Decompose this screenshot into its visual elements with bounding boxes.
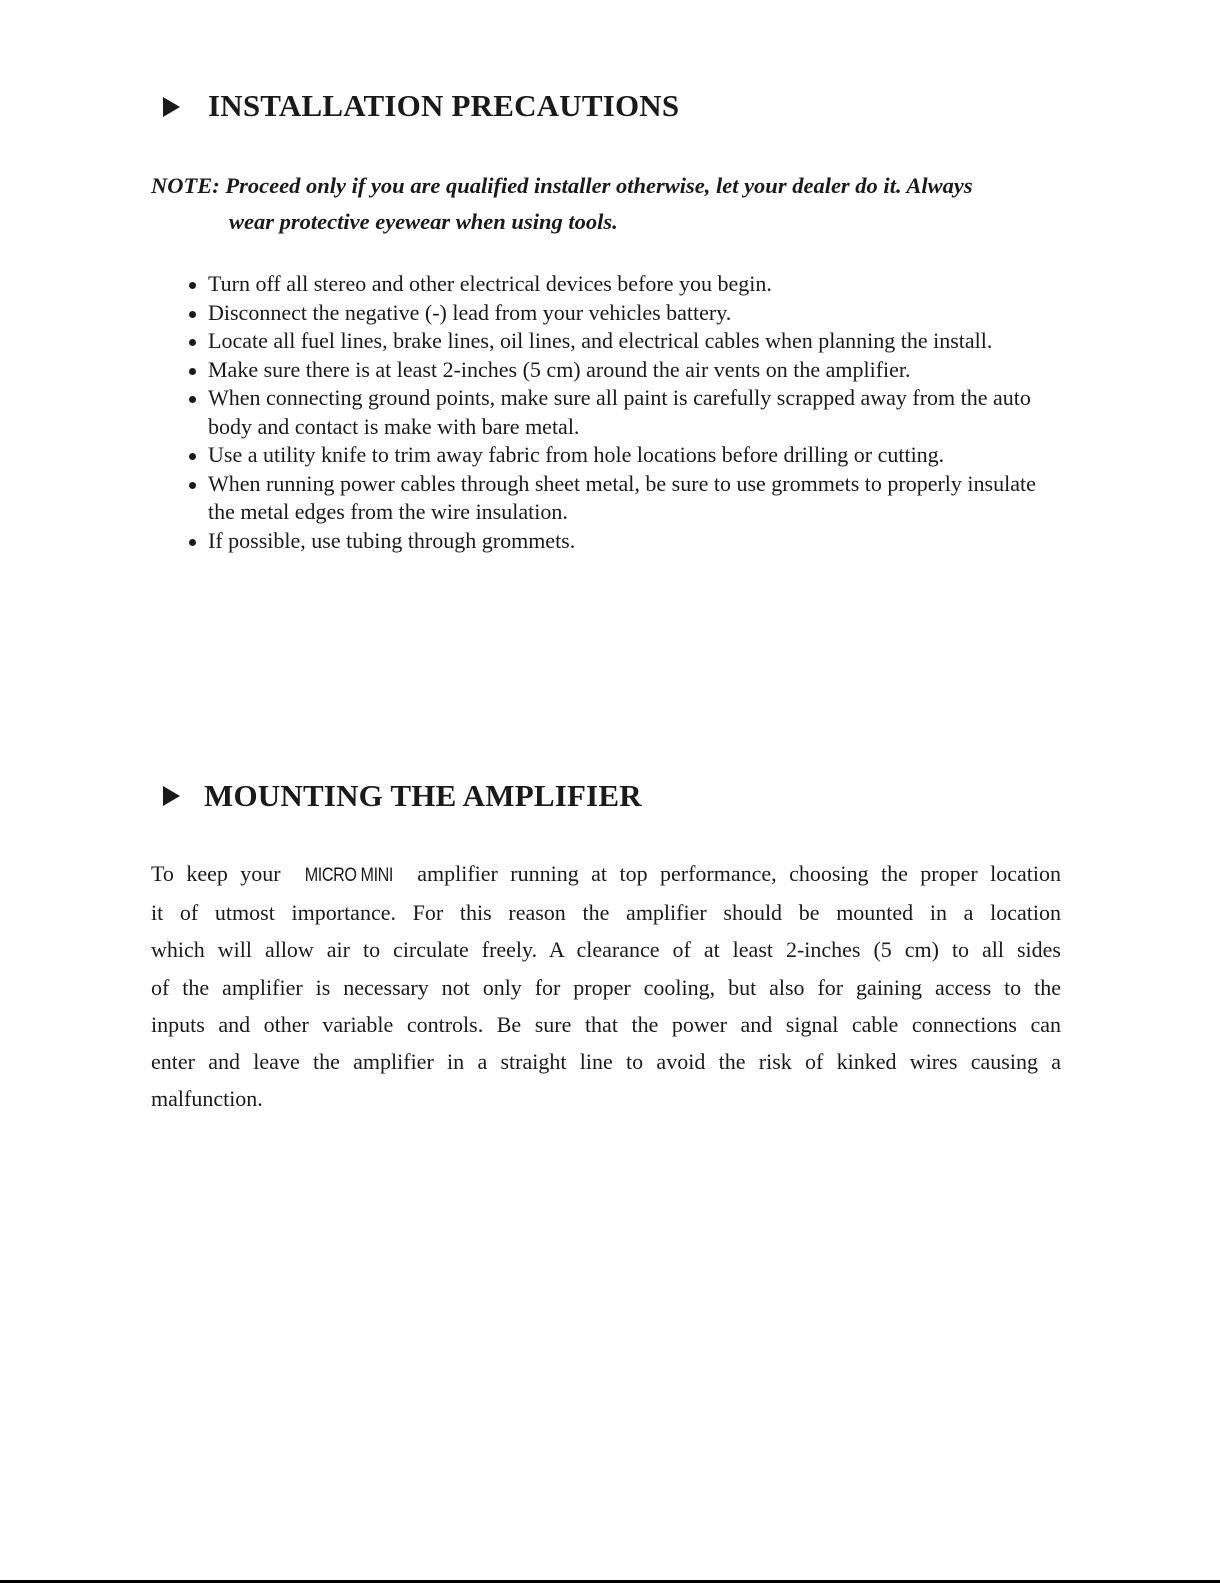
note-line-2: wear protective eyewear when using tools.: [229, 209, 618, 234]
text: To keep your: [151, 861, 281, 886]
list-item: [188, 270, 1038, 299]
product-name: MICRO MINI: [304, 865, 394, 886]
bullet-icon: [189, 339, 196, 346]
paragraph-line: malfunction.: [151, 1086, 263, 1112]
list-item-text: Turn off all stereo and other electrical devices before you begin.: [208, 271, 772, 296]
list-item-text: Locate all fuel lines, brake lines, oil lines, and electrical cables when planning the install.: [208, 328, 993, 353]
mounting-paragraph: [151, 855, 1061, 1117]
text: amplifier running at top performance, choosing the proper location: [417, 861, 1061, 886]
bullet-icon: [189, 282, 196, 289]
list-item-text: Make sure there is at least 2-inches (5 cm) around the air vents on the amplifier.: [208, 356, 911, 382]
list-item: [188, 527, 1038, 556]
list-item: [188, 441, 1038, 470]
bullet-icon: [189, 368, 196, 375]
triangle-bullet-icon: [163, 97, 180, 117]
list-item-text: When connecting ground points, make sure all paint is carefully scrapped away from the auto body and contact is make with bare metal.: [208, 385, 1031, 439]
paragraph-line: it of utmost importance. For this reason the amplifier should be mounted in a location: [151, 900, 1061, 926]
bullet-icon: [189, 396, 196, 403]
bullet-icon: [189, 482, 196, 489]
bullet-icon: [189, 453, 196, 460]
paragraph-line: of the amplifier is necessary not only for proper cooling, but also for gaining access to the: [151, 974, 1061, 1000]
bullet-icon: [189, 539, 196, 546]
list-item-text: Disconnect the negative (-) lead from your vehicles battery.: [208, 299, 732, 325]
triangle-bullet-icon: [163, 786, 180, 806]
list-item-text: When running power cables through sheet metal, be sure to use grommets to properly insulate the metal edges from the wire insulation.: [208, 470, 1036, 524]
list-item: [188, 299, 1038, 328]
note: [151, 168, 1066, 240]
list-item-text: If possible, use tubing through grommets.: [208, 527, 576, 553]
paragraph-line: enter and leave the amplifier in a straight line to avoid the risk of kinked wires causing a: [151, 1049, 1061, 1075]
list-item-text: Use a utility knife to trim away fabric from hole locations before drilling or cutting.: [208, 442, 945, 467]
section-heading-installation-precautions: INSTALLATION PRECAUTIONS: [208, 88, 680, 123]
list-item: [188, 384, 1038, 441]
paragraph-line: inputs and other variable controls. Be sure that the power and signal cable connections can: [151, 1011, 1061, 1037]
paragraph-line: which will allow air to circulate freely. A clearance of at least 2-inches (5 cm) to all sides: [151, 937, 1061, 963]
paragraph-line: [151, 855, 1061, 894]
note-line-1: NOTE: Proceed only if you are qualified installer otherwise, let your dealer do it. Always: [151, 173, 973, 198]
section-heading-mounting: MOUNTING THE AMPLIFIER: [204, 778, 642, 813]
list-item: [188, 356, 1038, 385]
precautions-list: [188, 270, 1038, 555]
list-item: [188, 327, 1038, 356]
bullet-icon: [189, 311, 196, 318]
list-item: [188, 470, 1038, 527]
